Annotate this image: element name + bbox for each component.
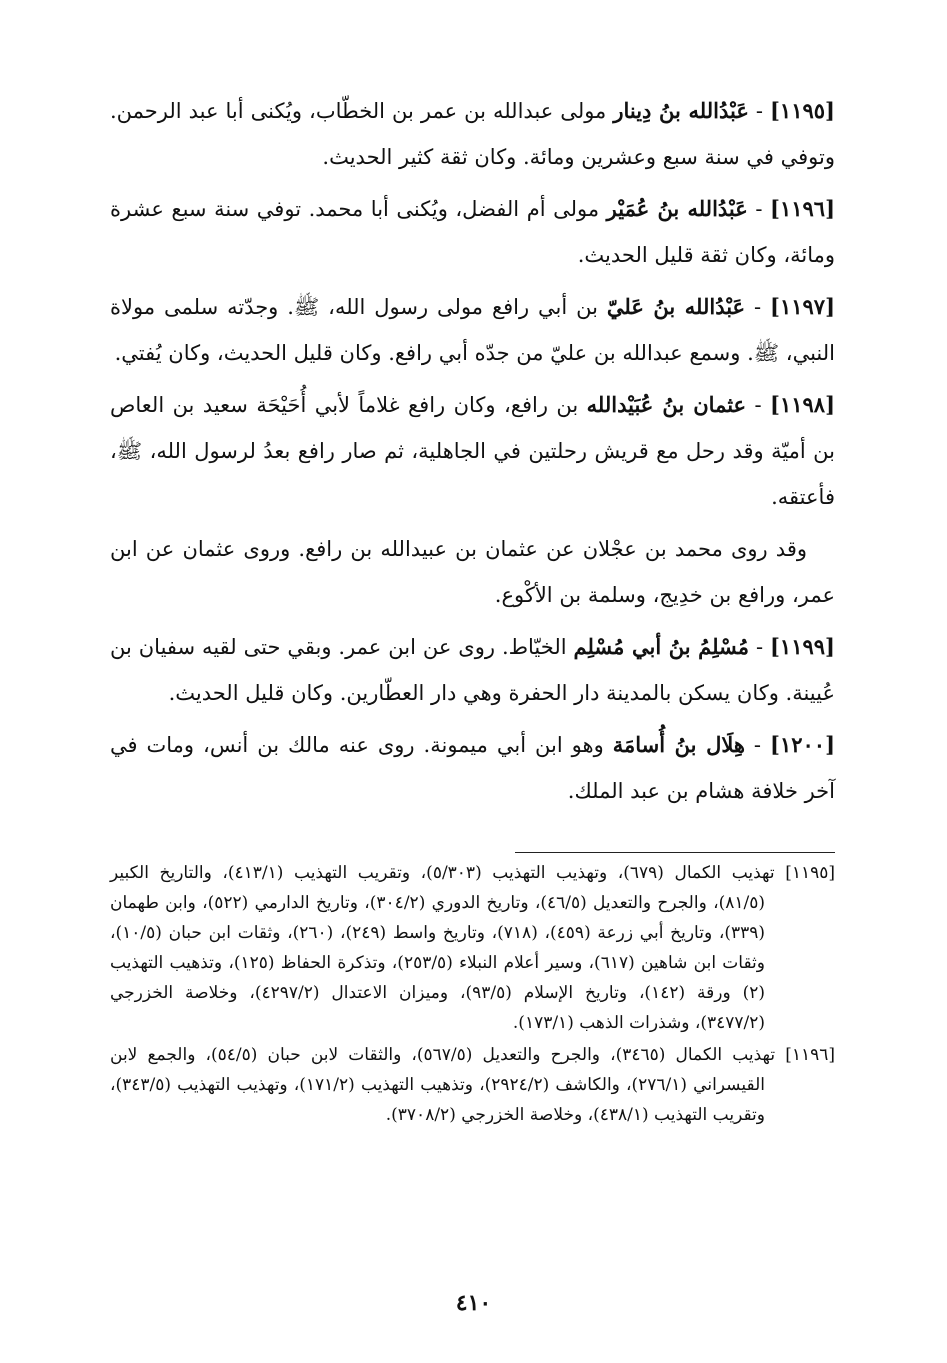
entry-number: [١١٩٨] bbox=[770, 392, 836, 417]
footnote-1196 bbox=[110, 1040, 835, 1130]
footnotes bbox=[110, 858, 835, 1132]
entry-text: مولى عبدالله بن عمر بن الخطّاب، ويُكنى أبا عبد الرحمن. وتوفي في سنة سبع وعشرين ومائة. وكان ثقة كثير الحديث. bbox=[110, 99, 835, 169]
entry-name: عثمان بنُ عُبَيْدالله bbox=[586, 392, 747, 417]
entry-number: [١١٩٩] bbox=[769, 634, 835, 659]
entry-number: [١٢٠٠] bbox=[770, 732, 835, 757]
entry-number: [١١٩٦] bbox=[770, 196, 835, 221]
entry-number: [١١٩٥] bbox=[769, 98, 835, 123]
main-text bbox=[110, 88, 835, 820]
footnote-number: [١١٩٥] bbox=[785, 863, 836, 883]
entry-1198: [١١٩٨] - عثمان بنُ عُبَيْدالله بن رافع، وكان رافع غلاماً لأبي أُحَيْحَة سعيد بن العاص بن أميّة وقد رحل مع قريش رحلتين في الجاهلية، ثم صار رافع بعدُ لرسول الله، ﷺ، فأعتقه. bbox=[110, 392, 836, 509]
entry-name: عَبْدُالله بنُ دِينار bbox=[613, 98, 749, 123]
entry-1198-continuation bbox=[110, 526, 835, 618]
entry-name: هِلَال بنُ أُسامَة bbox=[612, 732, 745, 757]
footnote-separator bbox=[515, 852, 835, 853]
entry-name: عَبْدُالله بنُ عَليّ bbox=[606, 294, 746, 319]
entry-text: بن رافع، وكان رافع غلاماً لأبي أُحَيْحَة سعيد بن العاص بن أميّة وقد رحل مع قريش رحلتين في الجاهلية، ثم صار رافع بعدُ لرسول الله، ﷺ، فأعتقه. bbox=[110, 393, 835, 509]
entry-number: [١١٩٧] bbox=[770, 294, 835, 319]
entry-1195: [١١٩٥] - عَبْدُالله بنُ دِينار مولى عبدالله بن عمر بن الخطّاب، ويُكنى أبا عبد الرحمن. وتوفي في سنة سبع وعشرين ومائة. وكان ثقة كثير الحديث. bbox=[110, 98, 835, 169]
footnote-number: [١١٩٦] bbox=[785, 1045, 836, 1065]
footnote-1195 bbox=[110, 858, 835, 1038]
entry-name: مُسْلِمُ بنُ أبي مُسْلِم bbox=[573, 634, 750, 659]
footnote-text: تهذيب الكمال (٦٧٩)، وتهذيب التهذيب (٥/٣٠٣)، وتقريب التهذيب (٤١٣/١)، والتاريخ الكبير (٨١/٥)، والجرح والتعديل (٤٦/٥)، وتاريخ الدوري (٣٠٤/٢)، وتاريخ الدارمي (٥٢٢)، وابن طهمان (٣٣٩)، وتاريخ أبي زرعة (٤٥٩)، (٧١٨)، وتاريخ واسط (٢٤٩)، (٢٦٠)، وثقات ابن حبان (١٠/٥)، وثقات ابن شاهين (٦١٧)، وسير أعلام النبلاء (٢٥٣/٥)، وتذكرة الحفاظ (١٢٥)، وتذهيب التهذيب (٢) ورقة (١٤٢)، وتاريخ الإسلام (٩٣/٥)، وميزان الاعتدال (٤٢٩٧/٢)، وخلاصة الخزرجي (٣٤٧٧/٢)، وشذرات الذهب (١٧٣/١). bbox=[110, 863, 775, 1033]
entry-name: عَبْدُالله بنُ عُمَيْر bbox=[606, 196, 748, 221]
entry-text: وهو ابن أبي ميمونة. روى عنه مالك بن أنس، ومات في آخر خلافة هشام بن عبد الملك. bbox=[110, 733, 835, 803]
entry-1199: [١١٩٩] - مُسْلِمُ بنُ أبي مُسْلِم الخيّاط. روى عن ابن عمر. وبقي حتى لقيه سفيان بن عُيينة. وكان يسكن بالمدينة دار الحفرة وهي دار العطّارين. وكان قليل الحديث. bbox=[110, 634, 835, 705]
entry-1200: [١٢٠٠] - هِلَال بنُ أُسامَة وهو ابن أبي ميمونة. روى عنه مالك بن أنس، ومات في آخر خلافة هشام بن عبد الملك. bbox=[110, 732, 835, 803]
entry-text: الخيّاط. روى عن ابن عمر. وبقي حتى لقيه سفيان بن عُيينة. وكان يسكن بالمدينة دار الحفرة وهي دار العطّارين. وكان قليل الحديث. bbox=[110, 635, 835, 705]
entry-1196: [١١٩٦] - عَبْدُالله بنُ عُمَيْر مولى أم الفضل، ويُكنى أبا محمد. توفي سنة سبع عشرة ومائة، وكان ثقة قليل الحديث. bbox=[110, 196, 835, 267]
entry-text: وقد روى محمد بن عجْلان عن عثمان بن عبيدالله بن رافع. وروى عثمان عن ابن عمر، ورافع بن خدِيج، وسلمة بن الأكْوع. bbox=[110, 537, 835, 607]
footnote-text: تهذيب الكمال (٣٤٦٥)، والجرح والتعديل (٥٦٧/٥)، والثقات لابن حبان (٥٤/٥)، والجمع لابن القيسراني (٢٧٦/١)، والكاشف (٢٩٢٤/٢)، وتذهيب التهذيب (١٧١/٢)، وتهذيب التهذيب (٣٤٣/٥)، وتقريب التهذيب (٤٣٨/١)، وخلاصة الخزرجي (٣٧٠٨/٢). bbox=[110, 1045, 776, 1125]
page-number: ٤١٠ bbox=[455, 1290, 492, 1316]
entry-1197: [١١٩٧] - عَبْدُالله بنُ عَليّ بن أبي رافع مولى رسول الله، ﷺ. وجدّته سلمى مولاة النبي، ﷺ. وسمع عبدالله بن عليّ من جدّه أبي رافع. وكان قليل الحديث، وكان يُفتي. bbox=[110, 294, 835, 365]
entry-text: بن أبي رافع مولى رسول الله، ﷺ. وجدّته سلمى مولاة النبي، ﷺ. وسمع عبدالله بن عليّ من جدّه أبي رافع. وكان قليل الحديث، وكان يُفتي. bbox=[110, 295, 835, 365]
entry-text: مولى أم الفضل، ويُكنى أبا محمد. توفي سنة سبع عشرة ومائة، وكان ثقة قليل الحديث. bbox=[110, 197, 835, 267]
